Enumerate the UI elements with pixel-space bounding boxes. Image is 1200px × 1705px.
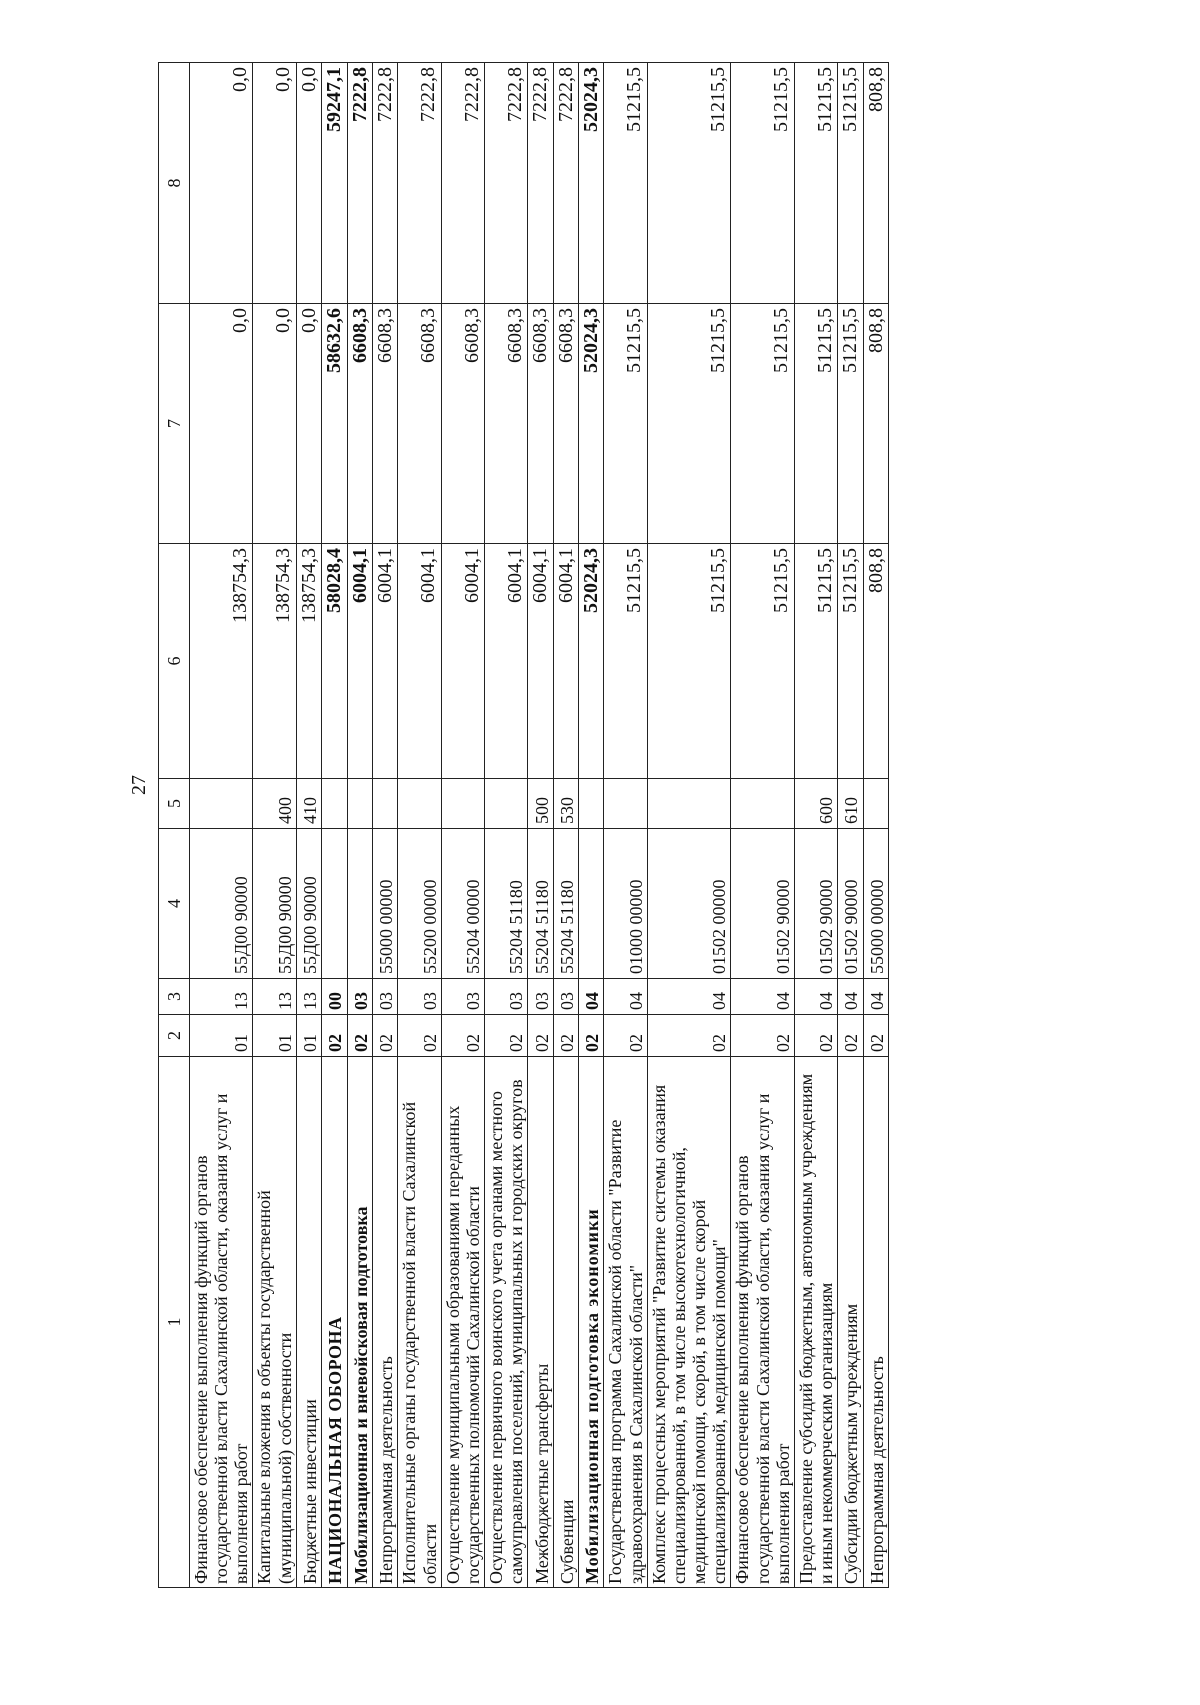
amount-cell: 51215,5 xyxy=(731,304,794,544)
target-article-cell: 55Д00 90000 xyxy=(296,829,321,979)
expense-type-cell xyxy=(647,779,731,829)
column-header: 8 xyxy=(159,63,190,304)
section-code-cell: 02 xyxy=(794,1015,837,1057)
subsection-code-cell: 13 xyxy=(190,979,253,1015)
amount-cell: 51215,5 xyxy=(838,544,863,779)
column-number-row xyxy=(159,63,190,1588)
amount-cell: 808,8 xyxy=(863,63,888,304)
amount-cell: 6004,1 xyxy=(347,544,372,779)
amount-cell: 51215,5 xyxy=(838,63,863,304)
amount-cell: 138754,3 xyxy=(296,544,321,779)
amount-cell: 138754,3 xyxy=(190,544,253,779)
table-body xyxy=(190,63,889,1588)
target-article-cell: 01502 90000 xyxy=(794,829,837,979)
amount-cell: 6608,3 xyxy=(398,304,441,544)
target-article-cell: 55204 51180 xyxy=(553,829,578,979)
amount-cell: 7222,8 xyxy=(398,63,441,304)
section-code-cell: 02 xyxy=(528,1015,553,1057)
table-row xyxy=(731,63,794,1588)
amount-cell: 6608,3 xyxy=(528,304,553,544)
amount-cell: 138754,3 xyxy=(253,544,296,779)
subsection-code-cell: 04 xyxy=(579,979,604,1015)
subsection-code-cell: 13 xyxy=(253,979,296,1015)
amount-cell: 51215,5 xyxy=(647,63,731,304)
row-name-cell: Государственная программа Сахалинской области "Развитие здравоохранения в Сахалинской области" xyxy=(604,1057,647,1588)
expense-type-cell xyxy=(398,779,441,829)
amount-cell: 0,0 xyxy=(253,63,296,304)
amount-cell: 6608,3 xyxy=(441,304,484,544)
row-name-cell: Исполнительные органы государственной власти Сахалинской области xyxy=(398,1057,441,1588)
expense-type-cell xyxy=(190,779,253,829)
row-name-cell: Непрограммная деятельность xyxy=(372,1057,397,1588)
table-row xyxy=(863,63,888,1588)
row-name-cell: Финансовое обеспечение выполнения функций органов государственной власти Сахалинской области, оказания услуг и выполнения работ xyxy=(190,1057,253,1588)
amount-cell: 51215,5 xyxy=(731,544,794,779)
table-row xyxy=(347,63,372,1588)
expense-type-cell xyxy=(863,779,888,829)
amount-cell: 6608,3 xyxy=(553,304,578,544)
amount-cell: 58028,4 xyxy=(322,544,347,779)
target-article-cell: 55Д00 90000 xyxy=(190,829,253,979)
subsection-code-cell: 04 xyxy=(604,979,647,1015)
target-article-cell xyxy=(579,829,604,979)
section-code-cell: 02 xyxy=(647,1015,731,1057)
table-row xyxy=(441,63,484,1588)
section-code-cell: 02 xyxy=(604,1015,647,1057)
amount-cell: 51215,5 xyxy=(647,544,731,779)
column-header: 2 xyxy=(159,1015,190,1057)
expense-type-cell xyxy=(322,779,347,829)
table-row xyxy=(794,63,837,1588)
amount-cell: 6004,1 xyxy=(372,544,397,779)
subsection-code-cell: 03 xyxy=(553,979,578,1015)
amount-cell: 51215,5 xyxy=(838,304,863,544)
section-code-cell: 01 xyxy=(253,1015,296,1057)
expense-type-cell: 610 xyxy=(838,779,863,829)
amount-cell: 51215,5 xyxy=(604,304,647,544)
section-code-cell: 02 xyxy=(731,1015,794,1057)
column-header: 7 xyxy=(159,304,190,544)
subsection-code-cell: 04 xyxy=(794,979,837,1015)
budget-table-sheet xyxy=(158,63,991,1588)
amount-cell: 52024,3 xyxy=(579,304,604,544)
subsection-code-cell: 03 xyxy=(528,979,553,1015)
expense-type-cell xyxy=(604,779,647,829)
section-code-cell: 02 xyxy=(398,1015,441,1057)
column-header: 1 xyxy=(159,1057,190,1588)
section-code-cell: 01 xyxy=(190,1015,253,1057)
expense-type-cell xyxy=(372,779,397,829)
target-article-cell: 01000 00000 xyxy=(604,829,647,979)
expense-type-cell xyxy=(731,779,794,829)
expense-type-cell: 600 xyxy=(794,779,837,829)
amount-cell: 6004,1 xyxy=(484,544,527,779)
target-article-cell: 55204 51180 xyxy=(484,829,527,979)
amount-cell: 0,0 xyxy=(296,63,321,304)
column-header: 3 xyxy=(159,979,190,1015)
row-name-cell: Межбюджетные трансферты xyxy=(528,1057,553,1588)
target-article-cell: 01502 90000 xyxy=(838,829,863,979)
target-article-cell: 55204 00000 xyxy=(441,829,484,979)
amount-cell: 51215,5 xyxy=(794,544,837,779)
expense-type-cell xyxy=(579,779,604,829)
amount-cell: 7222,8 xyxy=(553,63,578,304)
section-code-cell: 02 xyxy=(553,1015,578,1057)
section-code-cell: 02 xyxy=(347,1015,372,1057)
expense-type-cell: 410 xyxy=(296,779,321,829)
amount-cell: 7222,8 xyxy=(347,63,372,304)
row-name-cell: Субвенции xyxy=(553,1057,578,1588)
section-code-cell: 02 xyxy=(322,1015,347,1057)
row-name-cell: Мобилизационная подготовка экономики xyxy=(579,1057,604,1588)
table-row xyxy=(322,63,347,1588)
expense-type-cell xyxy=(347,779,372,829)
amount-cell: 6004,1 xyxy=(398,544,441,779)
subsection-code-cell: 03 xyxy=(484,979,527,1015)
amount-cell: 51215,5 xyxy=(604,544,647,779)
amount-cell: 0,0 xyxy=(190,63,253,304)
target-article-cell: 55Д00 90000 xyxy=(253,829,296,979)
expense-type-cell xyxy=(441,779,484,829)
row-name-cell: Комплекс процессных мероприятий "Развитие системы оказания специализированной, в том числе высокотехнологичной, медицинской помощи, скорой, в том числе скорой специализированной, медицинской помощи" xyxy=(647,1057,731,1588)
amount-cell: 52024,3 xyxy=(579,63,604,304)
expense-type-cell: 530 xyxy=(553,779,578,829)
row-name-cell: НАЦИОНАЛЬНАЯ ОБОРОНА xyxy=(322,1057,347,1588)
table-row xyxy=(190,63,253,1588)
row-name-cell: Мобилизационная и вневойсковая подготовка xyxy=(347,1057,372,1588)
subsection-code-cell: 00 xyxy=(322,979,347,1015)
amount-cell: 7222,8 xyxy=(484,63,527,304)
subsection-code-cell: 13 xyxy=(296,979,321,1015)
target-article-cell xyxy=(347,829,372,979)
row-name-cell: Бюджетные инвестиции xyxy=(296,1057,321,1588)
amount-cell: 59247,1 xyxy=(322,63,347,304)
table-row xyxy=(528,63,553,1588)
table-row xyxy=(604,63,647,1588)
expense-type-cell xyxy=(484,779,527,829)
subsection-code-cell: 04 xyxy=(731,979,794,1015)
row-name-cell: Непрограммная деятельность xyxy=(863,1057,888,1588)
amount-cell: 6004,1 xyxy=(528,544,553,779)
amount-cell: 52024,3 xyxy=(579,544,604,779)
row-name-cell: Капитальные вложения в объекты государственной (муниципальной) собственности xyxy=(253,1057,296,1588)
row-name-cell: Финансовое обеспечение выполнения функций органов государственной власти Сахалинской области, оказания услуг и выполнения работ xyxy=(731,1057,794,1588)
expense-type-cell: 500 xyxy=(528,779,553,829)
table-row xyxy=(372,63,397,1588)
amount-cell: 0,0 xyxy=(190,304,253,544)
amount-cell: 58632,6 xyxy=(322,304,347,544)
row-name-cell: Осуществление первичного воинского учета органами местного самоуправления поселений, муниципальных и городских округов xyxy=(484,1057,527,1588)
section-code-cell: 02 xyxy=(863,1015,888,1057)
subsection-code-cell: 03 xyxy=(372,979,397,1015)
table-row xyxy=(838,63,863,1588)
amount-cell: 0,0 xyxy=(253,304,296,544)
amount-cell: 51215,5 xyxy=(794,304,837,544)
amount-cell: 808,8 xyxy=(863,544,888,779)
table-row xyxy=(484,63,527,1588)
column-header: 6 xyxy=(159,544,190,779)
subsection-code-cell: 03 xyxy=(398,979,441,1015)
amount-cell: 51215,5 xyxy=(794,63,837,304)
target-article-cell xyxy=(322,829,347,979)
amount-cell: 7222,8 xyxy=(372,63,397,304)
amount-cell: 6004,1 xyxy=(553,544,578,779)
target-article-cell: 01502 00000 xyxy=(647,829,731,979)
target-article-cell: 55000 00000 xyxy=(863,829,888,979)
target-article-cell: 01502 90000 xyxy=(731,829,794,979)
column-header: 5 xyxy=(159,779,190,829)
table-row xyxy=(253,63,296,1588)
budget-table xyxy=(158,62,889,1588)
section-code-cell: 02 xyxy=(372,1015,397,1057)
expense-type-cell: 400 xyxy=(253,779,296,829)
subsection-code-cell: 03 xyxy=(441,979,484,1015)
row-name-cell: Предоставление субсидий бюджетным, автономным учреждениям и иным некоммерческим организациям xyxy=(794,1057,837,1588)
amount-cell: 6608,3 xyxy=(347,304,372,544)
amount-cell: 51215,5 xyxy=(647,304,731,544)
subsection-code-cell: 04 xyxy=(863,979,888,1015)
section-code-cell: 02 xyxy=(579,1015,604,1057)
amount-cell: 51215,5 xyxy=(604,63,647,304)
section-code-cell: 02 xyxy=(484,1015,527,1057)
section-code-cell: 02 xyxy=(441,1015,484,1057)
section-code-cell: 01 xyxy=(296,1015,321,1057)
target-article-cell: 55204 51180 xyxy=(528,829,553,979)
row-name-cell: Субсидии бюджетным учреждениям xyxy=(838,1057,863,1588)
page-number: 27 xyxy=(128,775,150,795)
table-row xyxy=(553,63,578,1588)
subsection-code-cell: 04 xyxy=(647,979,731,1015)
table-row xyxy=(647,63,731,1588)
table-row xyxy=(296,63,321,1588)
table-row xyxy=(579,63,604,1588)
amount-cell: 0,0 xyxy=(296,304,321,544)
row-name-cell: Осуществление муниципальными образованиями переданных государственных полномочий Сахалинской области xyxy=(441,1057,484,1588)
amount-cell: 6004,1 xyxy=(441,544,484,779)
section-code-cell: 02 xyxy=(838,1015,863,1057)
subsection-code-cell: 04 xyxy=(838,979,863,1015)
column-header: 4 xyxy=(159,829,190,979)
target-article-cell: 55200 00000 xyxy=(398,829,441,979)
amount-cell: 7222,8 xyxy=(528,63,553,304)
table-row xyxy=(398,63,441,1588)
amount-cell: 6608,3 xyxy=(372,304,397,544)
amount-cell: 7222,8 xyxy=(441,63,484,304)
amount-cell: 808,8 xyxy=(863,304,888,544)
amount-cell: 6608,3 xyxy=(484,304,527,544)
amount-cell: 51215,5 xyxy=(731,63,794,304)
target-article-cell: 55000 00000 xyxy=(372,829,397,979)
subsection-code-cell: 03 xyxy=(347,979,372,1015)
